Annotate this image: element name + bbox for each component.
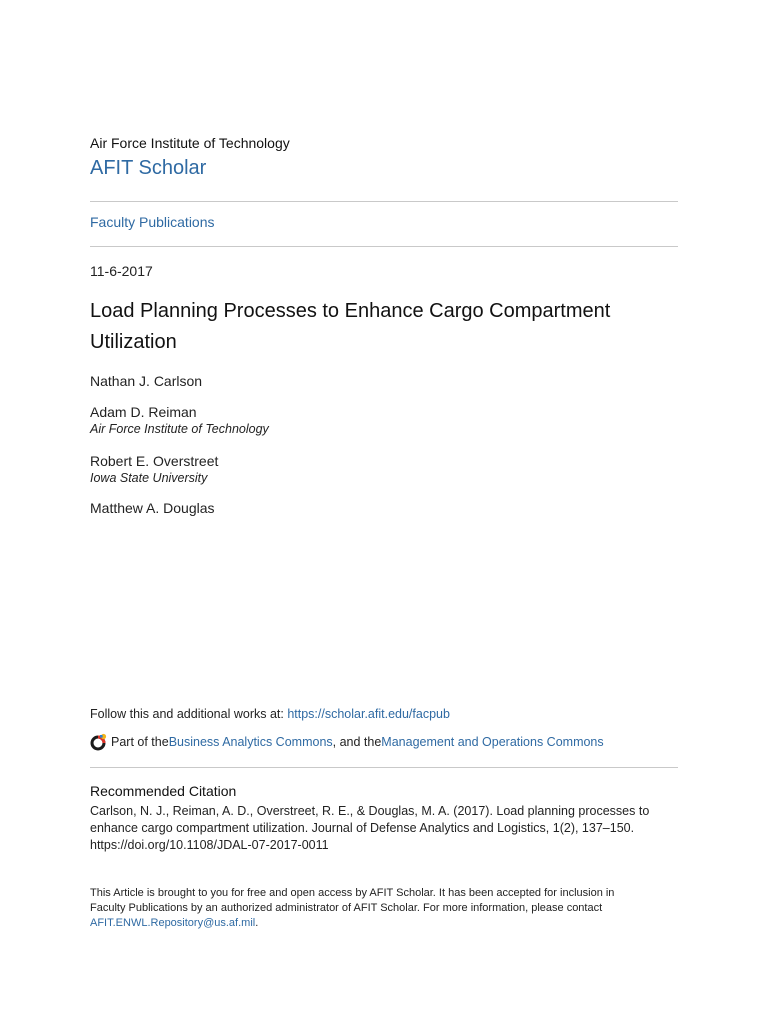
management-operations-commons-link[interactable]: Management and Operations Commons	[381, 735, 604, 749]
repository-link[interactable]: AFIT Scholar	[90, 157, 207, 179]
access-note	[90, 886, 650, 931]
collection-url-link[interactable]: https://scholar.afit.edu/facpub	[287, 707, 450, 721]
author-name: Robert E. Overstreet	[90, 453, 219, 469]
part-of-middle: , and the	[332, 735, 382, 749]
citation-heading: Recommended Citation	[90, 783, 237, 799]
author-name: Adam D. Reiman	[90, 404, 197, 420]
access-note-text: This Article is brought to you for free and open access by AFIT Scholar. It has been accepted for inclusion in Faculty Publications by an authorized administrator of AFIT Scholar. For more information, please contact	[90, 887, 615, 914]
contact-email-link[interactable]: AFIT.ENWL.Repository@us.af.mil	[90, 917, 256, 929]
access-note-end: .	[255, 917, 259, 929]
divider	[90, 767, 678, 768]
divider	[90, 246, 678, 247]
divider	[90, 201, 678, 202]
part-of-prefix: Part of the	[111, 735, 169, 749]
author-name: Nathan J. Carlson	[90, 373, 203, 389]
bepress-commons-icon	[90, 733, 108, 751]
author-affiliation: Iowa State University	[90, 471, 208, 485]
business-analytics-commons-link[interactable]: Business Analytics Commons	[168, 735, 333, 749]
part-of-line	[90, 733, 604, 751]
follow-line	[90, 707, 450, 721]
follow-prefix: Follow this and additional works at:	[90, 707, 288, 721]
citation-text: Carlson, N. J., Reiman, A. D., Overstreet, R. E., & Douglas, M. A. (2017). Load planning processes to enhance cargo compartment utilization. Journal of Defense Analytics and Logistics, 1(2), 137–150. https://doi.org/10.1108/JDAL-07-2017-0011	[90, 804, 650, 852]
article-title: Load Planning Processes to Enhance Cargo Compartment Utilization	[90, 300, 611, 353]
publication-date: 11-6-2017	[90, 263, 153, 279]
author-name: Matthew A. Douglas	[90, 500, 215, 516]
institution-name: Air Force Institute of Technology	[90, 135, 290, 151]
author-affiliation: Air Force Institute of Technology	[90, 422, 269, 436]
collection-link[interactable]: Faculty Publications	[90, 214, 215, 230]
